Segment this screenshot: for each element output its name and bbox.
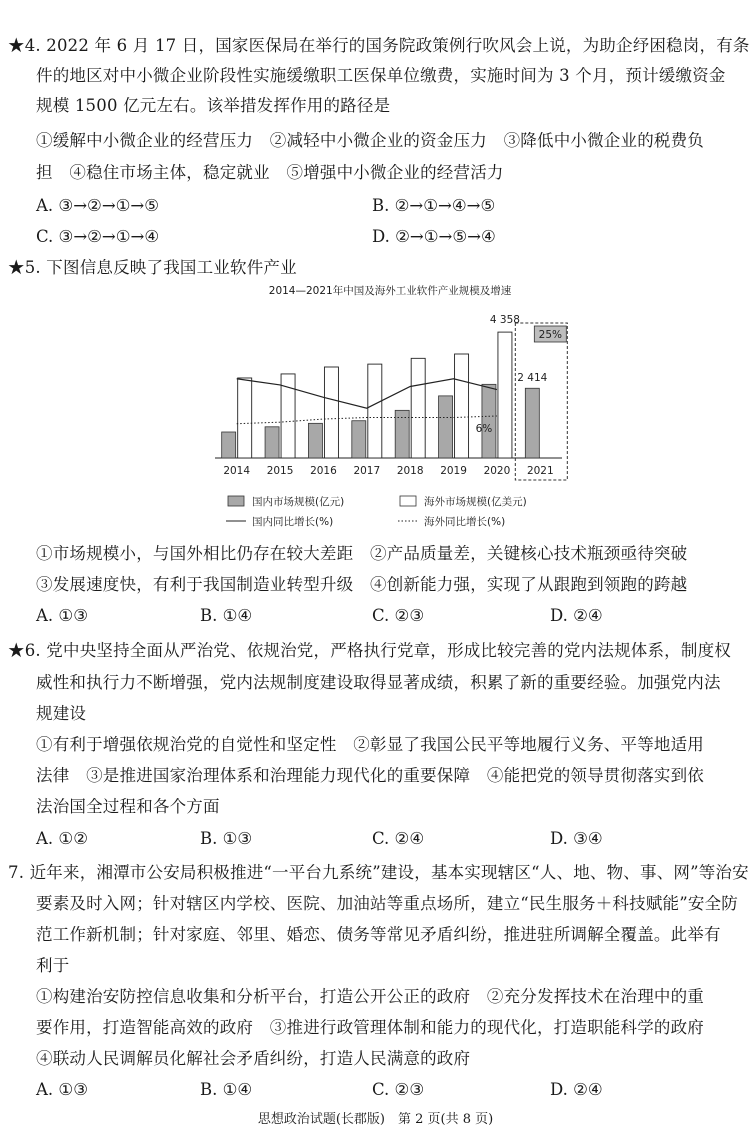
q6-statement-line-3: 法治国全过程和各个方面 <box>36 797 220 816</box>
q5-statement-line-1: ①市场规模小，与国外相比仍存在较大差距 ②产品质量差，关键核心技术瓶颈亟待突破 <box>36 544 688 563</box>
bar-overseas-2014 <box>238 378 252 458</box>
q6-option-c[interactable]: C. ②④ <box>372 829 425 848</box>
q5-option-b[interactable]: B. ①④ <box>200 606 253 625</box>
x-tick-label-2019: 2019 <box>440 465 467 477</box>
bar-domestic-2015 <box>265 427 279 458</box>
q4-statement-line-1: ①缓解中小微企业的经营压力 ②减轻中小微企业的资金压力 ③降低中小微企业的税费负 <box>36 131 704 150</box>
q7-stem-line-4: 利于 <box>36 956 70 975</box>
q7-statement-line-3: ④联动人民调解员化解社会矛盾纠纷，打造人民满意的政府 <box>36 1049 471 1068</box>
q4-option-d[interactable]: D. ②→①→⑤→④ <box>372 227 496 246</box>
industrial-software-chart <box>200 283 580 535</box>
legend-swatch-0 <box>228 496 244 506</box>
x-tick-label-2015: 2015 <box>266 465 294 477</box>
q5-option-a[interactable]: A. ①③ <box>36 606 88 625</box>
q7-statement-line-1: ①构建治安防控信息收集和分析平台，打造公开公正的政府 ②充分发挥技术在治理中的重 <box>36 987 704 1006</box>
bar-domestic-2021 <box>525 388 539 458</box>
bar-domestic-2014 <box>222 432 236 458</box>
q7-option-a[interactable]: A. ①③ <box>36 1080 88 1099</box>
bar-domestic-2019 <box>439 396 453 458</box>
data-label-1: 2 414 <box>517 372 548 384</box>
bar-domestic-2017 <box>352 421 366 458</box>
bar-domestic-2016 <box>308 423 322 458</box>
q6-stem-line-2: 威性和执行力不断增强，党内法规制度建设取得显著成绩，积累了新的重要经验。加强党内法 <box>36 673 721 692</box>
legend-swatch-1 <box>400 496 416 506</box>
q5-statement-line-2: ③发展速度快，有利于我国制造业转型升级 ④创新能力强，实现了从跟跑到领跑的跨越 <box>36 575 688 594</box>
bar-overseas-2015 <box>281 374 295 458</box>
q7-stem-line-1: 7. 近年来，湘潭市公安局积极推进“一平台九系统”建设，基本实现辖区“人、地、物、事、网”等治安 <box>8 863 749 882</box>
legend-label-1: 海外市场规模(亿美元) <box>424 496 527 508</box>
q7-option-b[interactable]: B. ①④ <box>200 1080 253 1099</box>
page-footer: 思想政治试题(长郡版) 第 2 页(共 8 页) <box>257 1112 494 1127</box>
x-tick-label-2020: 2020 <box>483 465 511 477</box>
bar-overseas-2017 <box>368 364 382 458</box>
x-tick-label-2014: 2014 <box>223 465 251 477</box>
bar-overseas-2018 <box>411 358 425 458</box>
q4-option-b[interactable]: B. ②→①→④→⑤ <box>372 196 496 215</box>
legend-label-2: 国内同比增长(%) <box>252 516 334 528</box>
x-tick-label-2018: 2018 <box>396 465 424 477</box>
q4-option-a[interactable]: A. ③→②→①→⑤ <box>36 196 160 215</box>
q6-option-a[interactable]: A. ①② <box>36 829 88 848</box>
q7-stem-line-2: 要素及时入网；针对辖区内学校、医院、加油站等重点场所，建立“民生服务＋科技赋能”安全防 <box>36 894 738 913</box>
q6-stem-line-1: ★6. 党中央坚持全面从严治党、依规治党，严格执行党章，形成比较完善的党内法规体系，制度权 <box>8 641 731 660</box>
q6-stem-line-3: 规建设 <box>36 704 87 723</box>
data-label-3: 6% <box>475 423 493 435</box>
q4-statement-line-2: 担 ④稳住市场主体，稳定就业 ⑤增强中小微企业的经营活力 <box>36 163 504 182</box>
q6-statement-line-2: 法律 ③是推进国家治理体系和治理能力现代化的重要保障 ④能把党的领导贯彻落实到依 <box>36 766 704 785</box>
q5-stem: ★5. 下图信息反映了我国工业软件产业 <box>8 258 297 277</box>
q5-option-d[interactable]: D. ②④ <box>550 606 603 625</box>
legend-label-3: 海外同比增长(%) <box>424 516 506 528</box>
q6-statement-line-1: ①有利于增强依规治党的自觉性和坚定性 ②彰显了我国公民平等地履行义务、平等地适用 <box>36 735 704 754</box>
q7-option-c[interactable]: C. ②③ <box>372 1080 425 1099</box>
bar-overseas-2019 <box>455 354 469 458</box>
chart-svg <box>200 283 580 535</box>
q4-option-c[interactable]: C. ③→②→①→④ <box>36 227 160 246</box>
data-label-2: 25% <box>538 329 562 341</box>
bar-overseas-2016 <box>324 367 338 458</box>
x-tick-label-2016: 2016 <box>310 465 337 477</box>
q4-stem-line-3: 规模 1500 亿元左右。该举措发挥作用的路径是 <box>36 96 391 115</box>
chart-title: 2014—2021年中国及海外工业软件产业规模及增速 <box>268 285 512 297</box>
q5-option-c[interactable]: C. ②③ <box>372 606 425 625</box>
data-label-0: 4 358 <box>489 314 520 326</box>
q7-statement-line-2: 要作用，打造智能高效的政府 ③推进行政管理体制和能力的现代化，打造职能科学的政府 <box>36 1018 704 1037</box>
q7-option-d[interactable]: D. ②④ <box>550 1080 603 1099</box>
q7-stem-line-3: 范工作新机制；针对家庭、邻里、婚恋、债务等常见矛盾纠纷，推进驻所调解全覆盖。此举有 <box>36 925 721 944</box>
highlight-box-2021 <box>515 323 567 480</box>
x-tick-label-2017: 2017 <box>353 465 381 477</box>
bar-overseas-2020 <box>498 332 512 458</box>
q6-option-d[interactable]: D. ③④ <box>550 829 603 848</box>
q6-option-b[interactable]: B. ①③ <box>200 829 253 848</box>
legend-label-0: 国内市场规模(亿元) <box>252 496 345 508</box>
bar-domestic-2020 <box>482 384 496 458</box>
q4-stem-line-2: 件的地区对中小微企业阶段性实施缓缴职工医保单位缴费，实施时间为 3 个月，预计缓缴资金 <box>36 66 726 85</box>
q4-stem-line-1: ★4. 2022 年 6 月 17 日，国家医保局在举行的国务院政策例行吹风会上说，为助企纾困稳岗，有条 <box>8 36 750 55</box>
x-tick-label-2021: 2021 <box>526 465 554 477</box>
